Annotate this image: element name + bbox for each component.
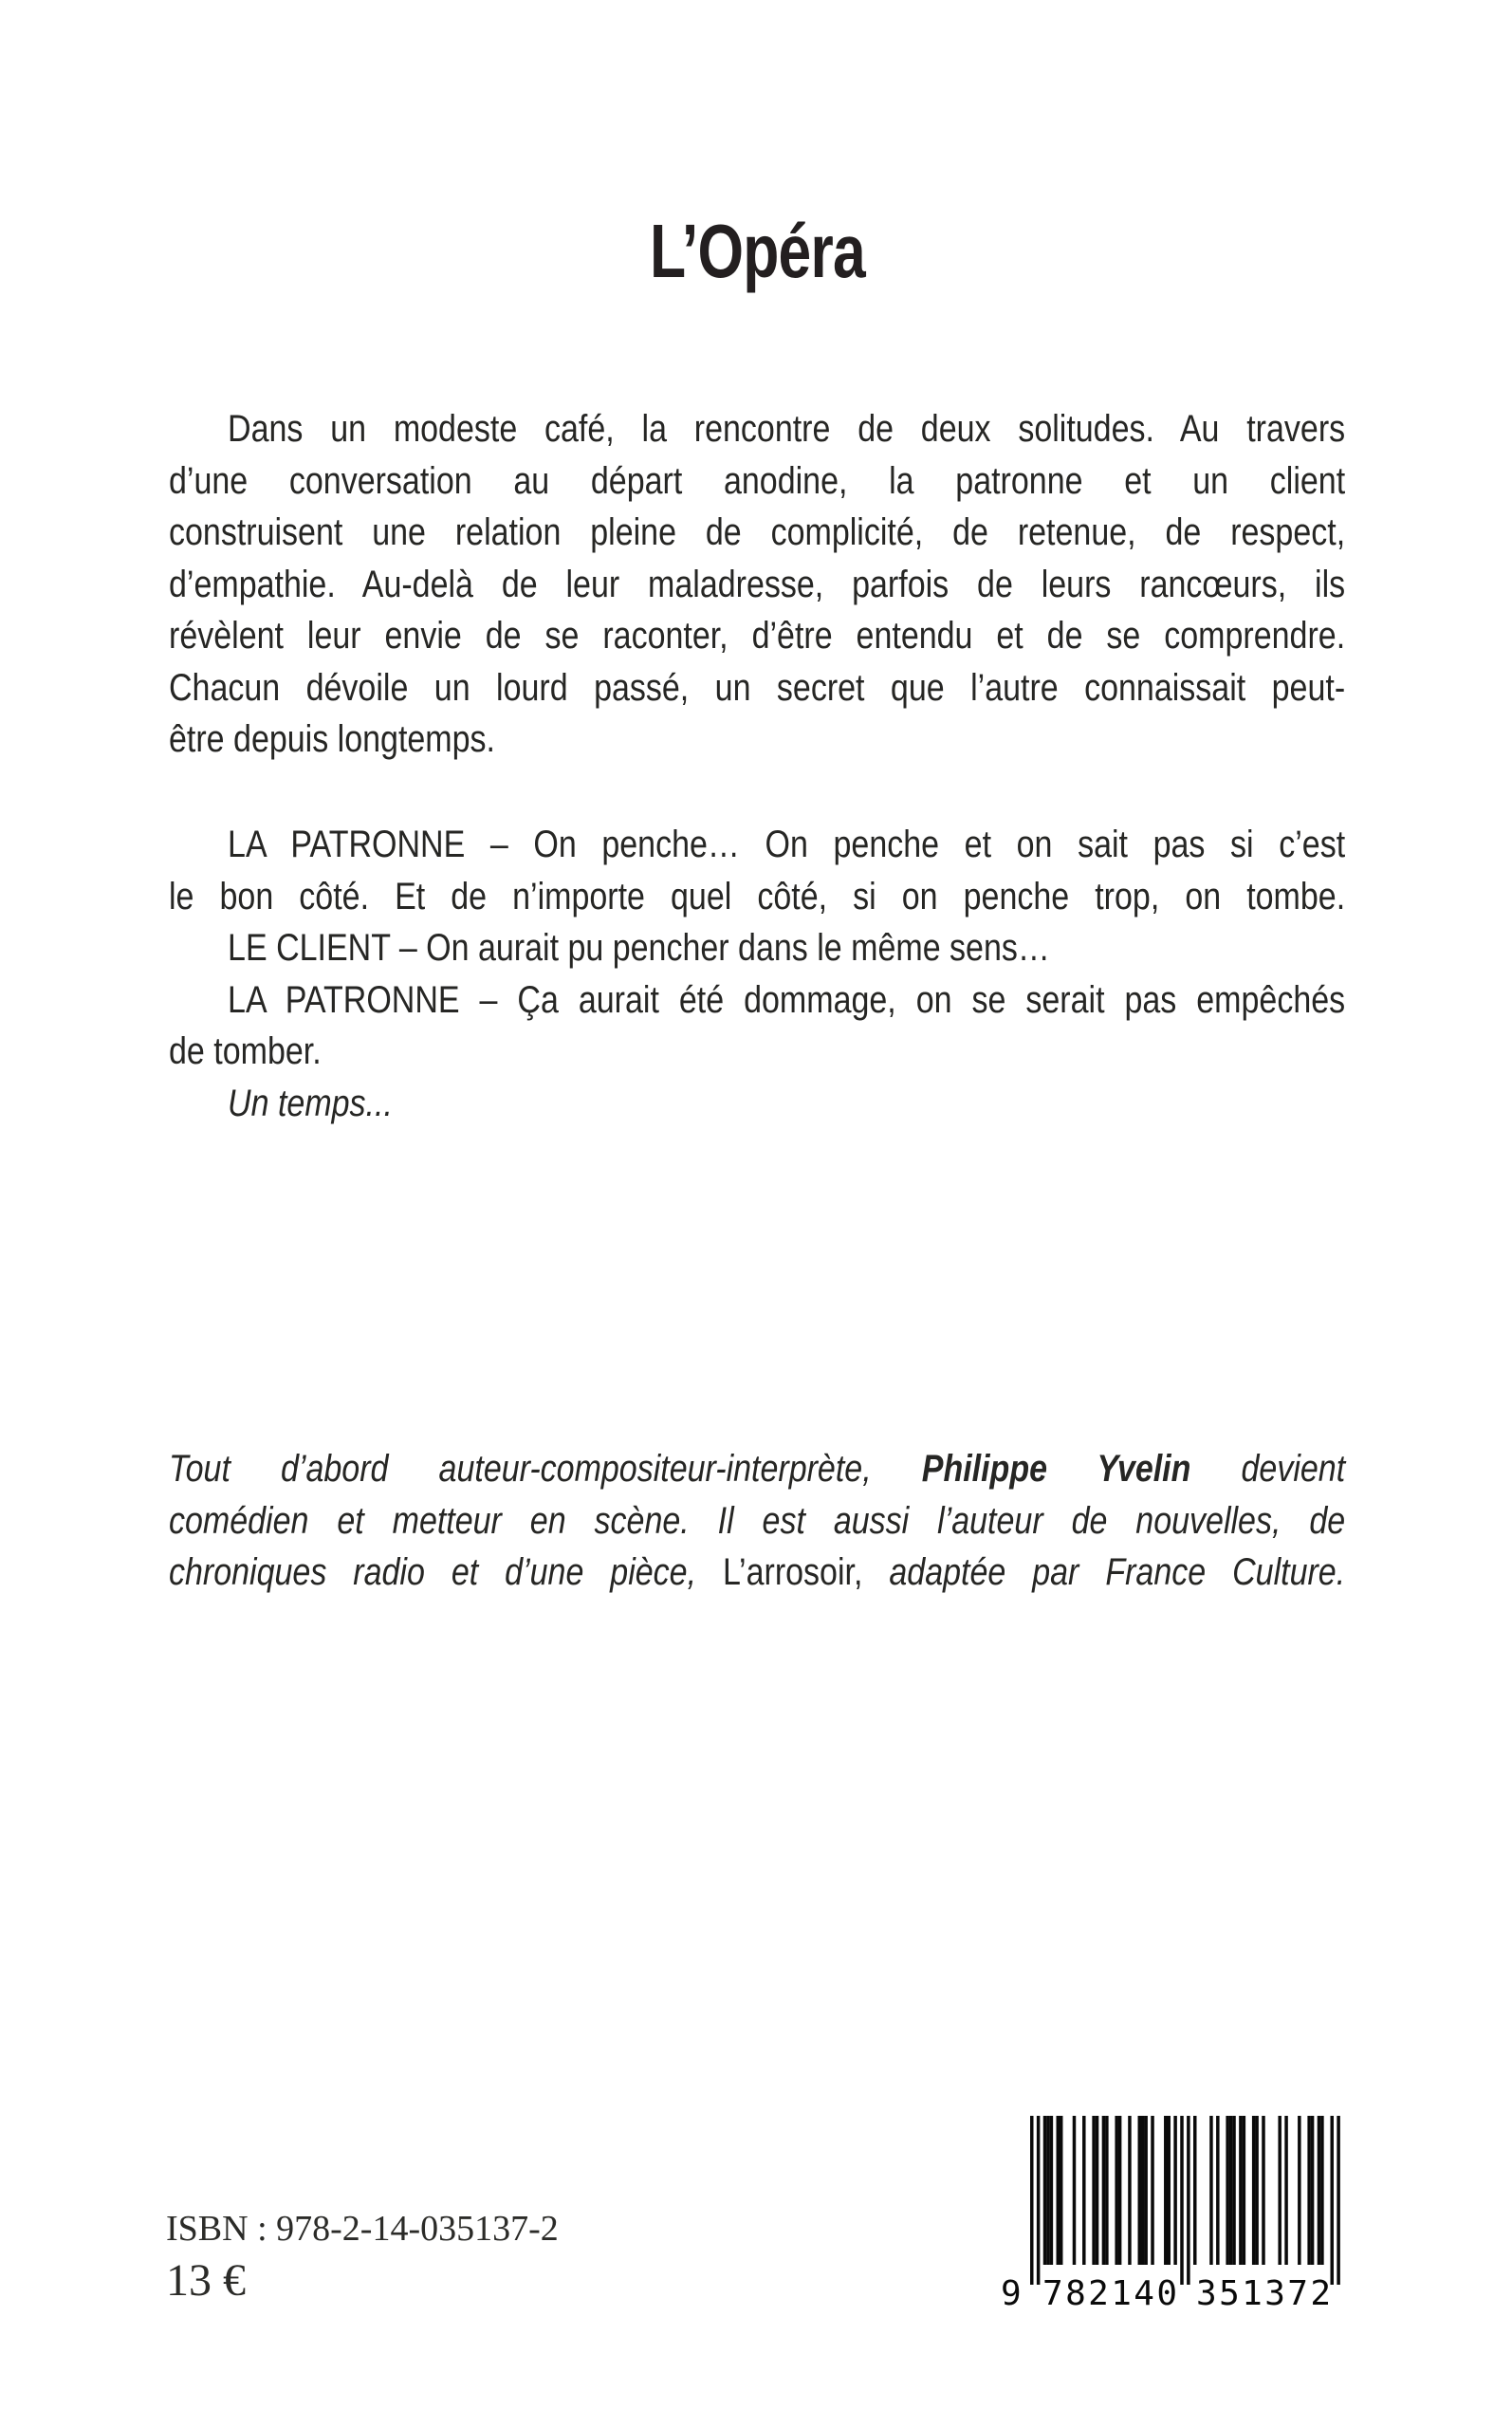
text-segment: devient xyxy=(1190,1448,1346,1490)
text-line xyxy=(169,871,1345,923)
text-line xyxy=(169,559,1345,611)
barcode-bar xyxy=(1307,2116,1311,2265)
barcode-bar xyxy=(1180,2116,1184,2285)
barcode-bar xyxy=(1187,2116,1190,2285)
barcode-bar xyxy=(1193,2116,1197,2265)
text-segment: Dans un modeste café, la rencontre de deux solitudes. Au travers xyxy=(228,408,1346,450)
barcode-bar xyxy=(1105,2116,1109,2265)
work-title: L’arrosoir, xyxy=(723,1551,863,1593)
barcode-bar xyxy=(1229,2116,1233,2265)
author-name: Philippe Yvelin xyxy=(921,1448,1191,1490)
text-line xyxy=(169,819,1345,871)
barcode-bar xyxy=(1092,2116,1096,2265)
dialogue-excerpt xyxy=(169,819,1345,1129)
barcode-bar xyxy=(1318,2116,1321,2265)
text-segment: révèlent leur envie de se raconter, d’être entendu et de se comprendre. xyxy=(169,615,1346,657)
text-line xyxy=(169,662,1345,714)
barcode-bar xyxy=(1073,2116,1077,2265)
ean13-barcode xyxy=(999,2108,1359,2317)
barcode-bar xyxy=(1209,2116,1213,2265)
barcode-bar xyxy=(1239,2116,1243,2265)
barcode-bar xyxy=(1057,2116,1060,2265)
barcode-bar xyxy=(1046,2116,1050,2265)
barcode-bar xyxy=(1030,2116,1034,2285)
text-line xyxy=(169,922,1345,974)
text-segment: LA PATRONNE – On penche… On penche et on sait pas si c’est xyxy=(228,824,1346,865)
price-text: 13 € xyxy=(166,2255,246,2306)
barcode-bar xyxy=(1118,2116,1122,2265)
text-segment: être depuis longtemps. xyxy=(169,718,495,760)
barcode-bar xyxy=(1173,2116,1177,2265)
text-segment: Un temps... xyxy=(228,1082,393,1124)
synopsis-paragraph xyxy=(169,403,1345,766)
text-line xyxy=(169,1078,1345,1130)
barcode-bar xyxy=(1252,2116,1256,2265)
barcode-bar xyxy=(1096,2116,1099,2265)
barcode-bar xyxy=(1216,2116,1220,2265)
text-line xyxy=(169,403,1345,455)
text-line xyxy=(169,610,1345,662)
barcode-bar xyxy=(1226,2116,1229,2265)
barcode-bar xyxy=(1060,2116,1063,2265)
text-segment: le bon côté. Et de n’importe quel côté, si on penche trop, on tombe. xyxy=(169,875,1346,917)
barcode-bar xyxy=(1102,2116,1106,2265)
text-segment: d’une conversation au départ anodine, la patronne et un client xyxy=(169,459,1346,502)
text-segment: comédien et metteur en scène. Il est aussi l’auteur de nouvelles, de xyxy=(169,1499,1346,1542)
barcode-bar xyxy=(1330,2116,1334,2285)
barcode-bar xyxy=(1311,2116,1315,2265)
barcode-bar xyxy=(1278,2116,1282,2265)
text-line xyxy=(169,455,1345,508)
barcode-bar xyxy=(1151,2116,1154,2265)
text-line xyxy=(169,713,1345,766)
barcode-bar xyxy=(1128,2116,1132,2265)
text-column xyxy=(169,0,1345,2409)
barcode-bar xyxy=(1037,2116,1041,2285)
isbn-text: ISBN : 978-2-14-035137-2 xyxy=(166,2209,559,2249)
text-segment: Chacun dévoile un lourd passé, un secret que l’autre connaissait peut- xyxy=(169,666,1346,709)
text-line xyxy=(169,1026,1345,1078)
barcode-bar xyxy=(1284,2116,1288,2265)
barcode-bar xyxy=(1320,2116,1324,2265)
barcode-bar xyxy=(1298,2116,1301,2265)
text-line xyxy=(169,1495,1345,1547)
barcode-bar xyxy=(1262,2116,1265,2265)
text-segment: chroniques radio et d’une pièce, xyxy=(169,1551,724,1593)
barcode-bar xyxy=(1144,2116,1148,2265)
barcode-bar xyxy=(1337,2116,1340,2285)
text-segment: LA PATRONNE – Ça aurait été dommage, on se serait pas empêchés xyxy=(228,978,1346,1021)
barcode-digit-leading: 9 xyxy=(1001,2274,1022,2313)
barcode-bar xyxy=(1243,2116,1246,2265)
author-bio xyxy=(169,1443,1345,1599)
barcode-bar xyxy=(1050,2116,1054,2265)
barcode-bar xyxy=(1167,2116,1171,2265)
text-line xyxy=(169,1547,1345,1599)
text-line xyxy=(169,974,1345,1027)
barcode-digits-left: 782140 xyxy=(1042,2274,1177,2313)
text-segment: d’empathie. Au-delà de leur maladresse, parfois de leurs rancœurs, ils xyxy=(169,563,1346,605)
barcode-bar xyxy=(1043,2116,1047,2265)
barcode-bar xyxy=(1138,2116,1142,2265)
text-segment: adaptée par France Culture. xyxy=(862,1551,1346,1593)
barcode-digits-right: 351372 xyxy=(1196,2274,1331,2313)
barcode-bar xyxy=(1115,2116,1118,2265)
barcode-bar xyxy=(1164,2116,1168,2265)
text-segment: LE CLIENT – On aurait pu pencher dans le même sens… xyxy=(228,927,1050,969)
text-segment: construisent une relation pleine de complicité, de retenue, de respect, xyxy=(169,511,1346,553)
barcode-bar xyxy=(1232,2116,1236,2265)
barcode-bar xyxy=(1082,2116,1086,2265)
text-segment: Tout d’abord auteur-compositeur-interprète, xyxy=(169,1448,922,1490)
barcode-bar xyxy=(1255,2116,1259,2265)
text-segment: de tomber. xyxy=(169,1030,322,1072)
barcode-bar xyxy=(1141,2116,1145,2265)
text-line xyxy=(169,1443,1345,1495)
book-title-text: L’Opéra xyxy=(649,208,865,293)
text-line xyxy=(169,507,1345,559)
